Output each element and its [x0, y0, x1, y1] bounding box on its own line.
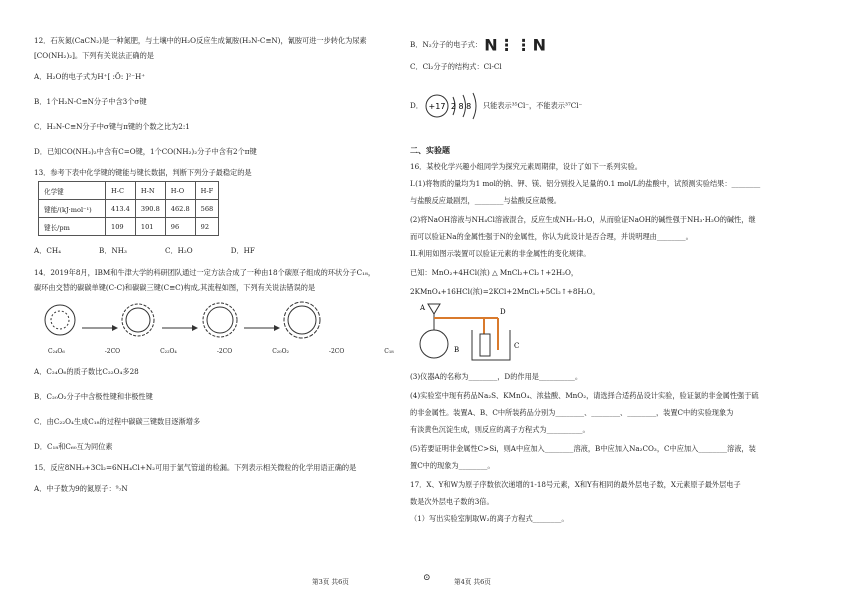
q13-option-a: A．CH₄ [34, 246, 62, 255]
table-header: H-F [195, 182, 219, 200]
q14-stem-1: 14．2019年8月，IBM和牛津大学的科研团队通过一定方法合成了一种由18个碳原子组成的环状分子C₁₈， [34, 268, 376, 277]
test-tube-c [480, 334, 490, 356]
q14-option-d: D．C₁₈和C₆₀互为同位素 [34, 442, 113, 451]
table-cell: 96 [165, 218, 195, 236]
q12-stem-1: 12．石灰氮(CaCN₂)是一种氮肥，与土壤中的H₂O反应生成氰胺(H₂N-C≡N)，氰胺可进一步转化为尿素 [34, 36, 367, 45]
q14-option-c: C．由C₂₂O₄生成C₁₈的过程中碳碳三键数目逐渐增多 [34, 417, 201, 426]
q15-option-b [410, 35, 830, 55]
label-d: D [500, 307, 506, 316]
q15-option-d-label: D． [410, 101, 423, 110]
c20o2-ring [203, 303, 237, 337]
q17-stem-2: 数是次外层电子数的3倍。 [410, 496, 494, 506]
q12-option-a: A．H₂O的电子式为H⁺[ :Ö: ]²⁻H⁺ [34, 72, 146, 81]
table-header: H-C [106, 182, 136, 200]
flow-labels [48, 348, 414, 355]
q13-options [34, 246, 414, 256]
bond-data-table [38, 181, 219, 236]
table-cell: 101 [135, 218, 165, 236]
separatory-funnel-a [428, 304, 440, 314]
atom-structure-diagram [423, 91, 483, 121]
q16-part5-line1: (5)若要证明非金属性C>Si，则A中应加入________溶液，B中应加入Na₂CO₃，C中应加入________溶液，装 [410, 443, 756, 453]
table-row [39, 218, 219, 236]
q16-part2-line2: 而可以验证Na的金属性强于N的金属性，你认为此设计是否合理，并说明理由________。 [410, 231, 693, 241]
apparatus-figure [414, 300, 554, 362]
q16-known-eq2: 2KMnO₄+16HCl(浓)=2KCl+2MnCl₂+5Cl₂↑+8H₂O。 [410, 286, 600, 296]
c18-ring [284, 302, 320, 338]
q16-stem: 16．某校化学兴趣小组同学为探究元素周期律，设计了如下一系列实验。 [410, 161, 642, 171]
table-row [39, 200, 219, 218]
n2-electron-formula: N⋮⋮N [484, 35, 548, 55]
q16-part1-line1: I.(1)将物质的量均为1 mol的钠、钾、镁、铝分别投入足量的0.1 mol/L的盐酸中，试预测实验结果：________ [410, 178, 761, 188]
table-cell: 109 [106, 218, 136, 236]
q13-option-b: B．NH₃ [99, 246, 127, 255]
question-13 [34, 168, 414, 256]
q17-part1: （1）写出实验室制取W₂的离子方程式________。 [410, 513, 569, 523]
page-number-left: 第3页 共6页 [312, 578, 349, 586]
q16-part5-line2: 置C中的现象为________。 [410, 460, 495, 470]
label-c: C [514, 341, 520, 350]
table-header: H-O [165, 182, 195, 200]
q15-option-a: A．中子数为9的氮原子：⁹₇N [34, 484, 128, 493]
q15-option-d [410, 91, 830, 121]
question-16 [410, 162, 830, 470]
left-page [34, 36, 414, 505]
q13-stem: 13．参考下表中化学键的键能与键长数据，判断下列分子最稳定的是 [34, 168, 252, 177]
q17-stem-1: 17．X、Y和W为原子序数依次递增的1-18号元素，X和Y有相同的最外层电子数，X元素原子最外层电子 [410, 479, 741, 489]
q16-part1-line2: 与盐酸反应最剧烈，________与盐酸反应最慢。 [410, 195, 561, 205]
c22o4-ring [122, 304, 154, 336]
q16-part4-line3: 有淡黄色沉淀生成，则反应的离子方程式为__________。 [410, 424, 590, 434]
nucleus-charge: +17 [428, 101, 446, 111]
beaker [472, 330, 510, 360]
q16-part2-line1: (2)将NaOH溶液与NH₄Cl溶液混合，反应生成NH₃·H₂O，从而验证NaOH的碱性强于NH₃·H₂O的碱性，继 [410, 214, 756, 224]
question-17 [410, 480, 830, 523]
q15-option-b-label: B．N₂分子的电子式： [410, 40, 482, 49]
flow-label: -2CO [216, 348, 233, 355]
table-cell: 390.8 [135, 200, 165, 218]
q13-option-d: D．HF [230, 246, 255, 255]
question-12 [34, 36, 414, 156]
label-a: A [420, 303, 426, 312]
q16-part4-line2: 的非金属性。装置A、B、C中所装药品分别为________、________、________，装置C中的实验现象为 [410, 407, 734, 417]
flow-label: -2CO [328, 348, 345, 355]
table-cell: 568 [195, 200, 219, 218]
flask-b [420, 330, 448, 358]
q16-part4-line1: (4)实验室中现有药品Na₂S、KMnO₄、浓盐酸、MnO₂，请选择合适药品设计实验，验证氯的非金属性强于硫 [410, 390, 759, 400]
flow-label: C₁₈ [384, 348, 394, 355]
section-heading: 二、实验题 [410, 144, 450, 155]
table-cell: 92 [195, 218, 219, 236]
q13-option-c: C．H₂O [164, 246, 193, 255]
electron-shells: 2 8 8 [450, 101, 472, 111]
q14-stem-2: 碳环由交替的碳碳单键(C-C)和碳碳三键(C≡C)构成,其流程如图，下列有关说法错误的是 [34, 283, 316, 292]
flow-label: C₂₄O₆ [48, 348, 65, 355]
q12-option-d: D．已知CO(NH₂)₂中含有C=O键，1个CO(NH₂)₂分子中含有2个π键 [34, 147, 257, 156]
c24o6-ring [45, 305, 75, 335]
table-header-row [39, 182, 219, 200]
q12-option-c: C．H₂N-C≡N分子中σ键与π键的个数之比为2:1 [34, 122, 190, 131]
flow-label: -2CO [104, 348, 121, 355]
table-cell: 462.8 [165, 200, 195, 218]
page-number-right: 第4页 共6页 [454, 578, 491, 586]
q15-option-c: C．Cl₂分子的结构式：Cl-Cl [410, 61, 502, 71]
q14-option-b: B．C₂₀O₂分子中含极性键和非极性键 [34, 392, 153, 401]
table-cell: 键长/pm [39, 218, 106, 236]
flow-label: C₂₂O₄ [160, 348, 177, 355]
q14-option-a: A．C₂₄O₆的质子数比C₂₂O₄多28 [34, 367, 139, 376]
q16-part-ii: II.利用如图示装置可以验证元素的非金属性的变化规律。 [410, 248, 591, 258]
question-14 [34, 268, 414, 451]
q12-stem-2: [CO(NH₂)₂]。下列有关说法正确的是 [34, 51, 154, 60]
right-page [410, 36, 830, 523]
flow-label: C₂₀O₂ [272, 348, 289, 355]
carbon-ring-flow-figure [38, 298, 338, 342]
table-header: 化学键 [39, 182, 106, 200]
q15-option-d-text: 只能表示³⁵Cl⁻，不能表示³⁷Cl⁻ [482, 101, 583, 110]
q12-option-b: B．1个H₂N-C≡N分子中含3个σ键 [34, 97, 147, 106]
question-15 [34, 463, 414, 493]
page-separator-icon: ⊙ [423, 573, 431, 583]
label-b: B [454, 345, 460, 354]
table-header: H-N [135, 182, 165, 200]
table-cell: 413.4 [106, 200, 136, 218]
table-cell: 键能/(kJ·mol⁻¹) [39, 200, 106, 218]
q15-stem: 15．反应8NH₃+3Cl₂=6NH₄Cl+N₂可用于氯气管道的检漏。下列表示相关微粒的化学用语正确的是 [34, 463, 357, 472]
q16-part3: (3)仪器A的名称为________，D的作用是__________。 [410, 371, 583, 381]
q16-known-eq1: 已知：MnO₂+4HCl(浓) △ MnCl₂+Cl₂↑+2H₂O， [410, 267, 579, 277]
